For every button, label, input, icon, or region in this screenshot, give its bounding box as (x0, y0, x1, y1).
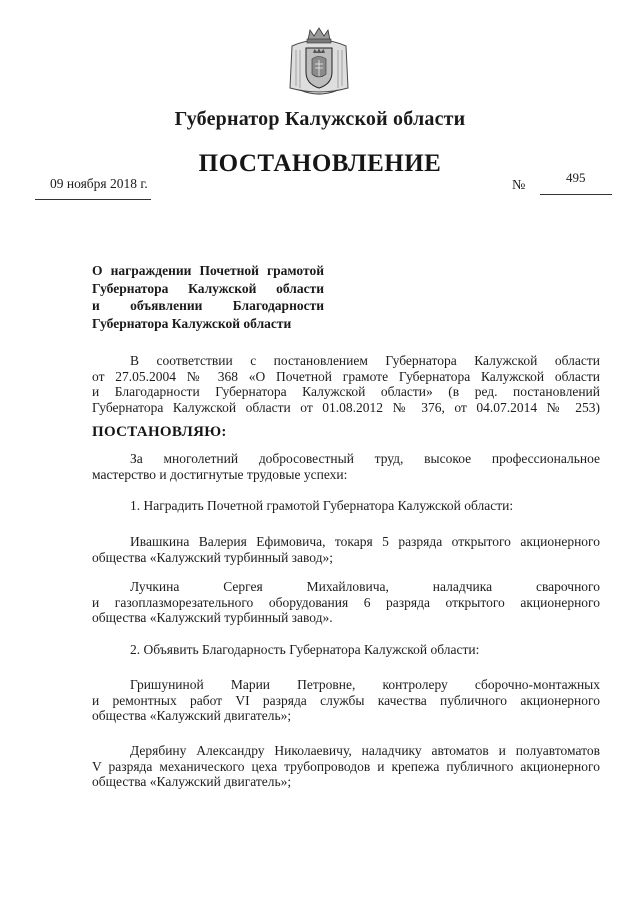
award-person-1 (92, 534, 600, 565)
document-number: 495 (566, 170, 586, 185)
award-person-2 (92, 579, 600, 626)
decree-word: ПОСТАНОВЛЯЮ: (92, 424, 227, 440)
person-line: общества «Калужский двигатель»; (92, 774, 292, 789)
subject-line: О награждении Почетной грамотой (92, 263, 324, 278)
preamble-line: Губернатора Калужской области от 01.08.2012 № 376, от 04.07.2014 № 253) (92, 399, 600, 415)
person-line: Дерябину Александру Николаевичу, наладчику автоматов и полуавтоматов (130, 743, 600, 758)
item-1-heading: 1. Наградить Почетной грамотой Губернатора Калужской области: (130, 498, 514, 513)
preamble-line: от 27.05.2004 № 368 «О Почетной грамоте Губернатора Калужской области (92, 368, 600, 384)
subject-line: и объявлении Благодарности (92, 298, 324, 313)
document-date: 09 ноября 2018 г. (50, 176, 148, 191)
person-line: Гришуниной Марии Петровне, контролеру сборочно-монтажных (130, 677, 600, 692)
reason-line: За многолетний добросовестный труд, высокое профессиональное (130, 451, 600, 466)
document-subject (92, 262, 324, 332)
preamble-paragraph (92, 353, 600, 415)
document-type-title: ПОСТАНОВЛЕНИЕ (198, 150, 442, 177)
preamble-line: В соответствии с постановлением Губернатора Калужской области (130, 353, 600, 368)
number-underline (540, 194, 612, 195)
reason-paragraph (92, 451, 600, 482)
subject-line: Губернатора Калужской области (92, 315, 292, 331)
person-line: общества «Калужский двигатель»; (92, 708, 292, 723)
reason-line: мастерство и достигнутые трудовые успехи: (92, 466, 348, 482)
person-line: V разряда механического цеха трубопроводов и крепежа публичного акционерного (92, 758, 600, 774)
person-line: и газоплазморезательного оборудования 6 разряда открытого акционерного (92, 594, 600, 610)
document-number-sign: № (512, 178, 526, 193)
subject-line: Губернатора Калужской области (92, 280, 324, 296)
kaluga-region-coat-of-arms-icon (286, 26, 352, 98)
person-line: Лучкина Сергея Михайловича, наладчика сварочного (130, 579, 600, 594)
date-underline (35, 199, 151, 200)
thanks-person-4 (92, 743, 600, 790)
preamble-line: и Благодарности Губернатора Калужской области» (в ред. постановлений (92, 384, 600, 399)
item-2-heading: 2. Объявить Благодарность Губернатора Калужской области: (130, 642, 480, 657)
person-line: общества «Калужский турбинный завод»; (92, 549, 334, 565)
person-line: общества «Калужский турбинный завод». (92, 610, 333, 625)
person-line: Ивашкина Валерия Ефимовича, токаря 5 разряда открытого акционерного (130, 534, 600, 549)
issuing-authority: Губернатор Калужской области (174, 108, 466, 130)
thanks-person-3 (92, 677, 600, 724)
person-line: и ремонтных работ VI разряда службы качества публичного акционерного (92, 692, 600, 708)
